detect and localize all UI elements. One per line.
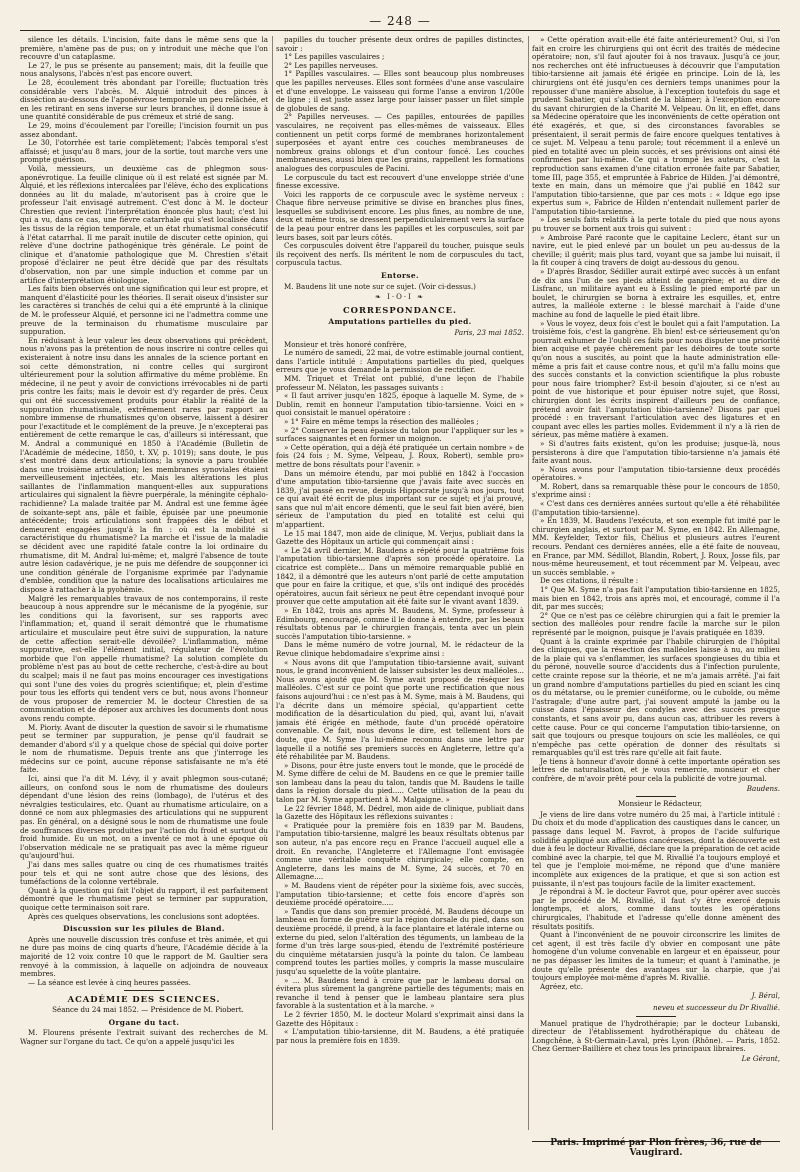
- paragraph: « Nous avons dit que l'amputation tibio-tarsienne avait, suivant nous, le grand inconvénient de laisser subsister les deux malléoles... Nous avons ajouté que M. Syme avait proposé de réséquer les malléoles. C'est sur ce point que porte une rectification que nous faisons aujourd'hui : ce n'est pas à M. Syme, mais à M. Baudens, qui l'a décrite dans un mémoire spécial, qu'appartient cette modification de la désarticulation du pied, qui, avant lui, n'avait jamais été érigée en méthode, faute d'un procédé opératoire convenable. Ce fait, nous devons le dire, est tellement hors de doute, que M. Syme l'a lui-même reconnu dans une lettre par laquelle il a notifié ses premiers succès en Angleterre, lettre qu'a été réhabilitée par M. Baudens.: [276, 657, 524, 762]
- paragraph: » Cette opération avait-elle été faite antérieurement? Oui, si l'on fait en croire les chirurgiens qui ont écrit des traités de médecine opératoire; non, s'il faut ajouter foi à nos travaux. Jusqu'à ce jour, nos recherches ont été infructueuses à découvrir que l'amputation tibio-tarsienne ait jamais été érigée en principe. Loin de là, les chirurgiens ont été jusqu'en ces derniers temps unanimes pour la repousser d'une manière absolue, à l'exception toutefois du sage et prudent Sabatier, qui s'abstient de la blâmer; à l'exception encore du savant chirurgien de la Charité M. Velpeau. On lit, en effet, dans sa Médecine opératoire que les inconvénients de cette opération ont été exagérés, et que, si des circonstances favorables se présentaient, il serait permis de faire encore quelques tentatives à ce sujet. M. Velpeau a tenu parole; tout récemment il a enlevé un pied en totalité avec un plein succès, et ses prévisions ont ainsi été confirmées par lui-même. Ce qui a trompé les auteurs, c'est la reproduction sans examen d'une citation erronée faite par Sabatier, tome III, page 355, et empruntée à Fabrice de Hilden. J'ai démontré, texte en main, dans un mémoire que j'ai publié en 1842 sur l'amputation tibio-tarsienne, que par ces mots : « Idque ego ipse expertus sum », Fabrice de Hilden n'entendait nullement parler de l'amputation tibio-tarsienne.: [532, 36, 780, 216]
- section-subheading-amputations: Amputations partielles du pied.: [328, 317, 472, 327]
- letter-greeting: Monsieur le Rédacteur,: [618, 799, 702, 809]
- paragraph: » Disons, pour être juste envers tout le monde, que le procédé de M. Syme diffère de celui de M. Baudens en ce que le premier taille son lambeau dans la peau du talon, tandis que M. Baudens le taille dans la région dorsale du pied..... Cette utilisation de la peau du talon par M. Syme appartient à M. Malgaigne. »: [276, 760, 524, 805]
- paragraph: Le 2 février 1850, M. le docteur Molard s'exprimait ainsi dans la Gazette des Hôpitaux :: [276, 1009, 524, 1028]
- header-rule: [20, 30, 780, 31]
- paragraph: Dans le même numéro de votre journal, M. le rédacteur de la Revue clinique hebdomadaire s'exprime ainsi :: [276, 640, 524, 658]
- paragraph: J'ai dans mes salles quatre ou cinq de ces rhumatismes traités pour tels et qui ne sont autre chose que des lésions, des tuméfactions de la colonne vertébrale.: [20, 860, 268, 887]
- paragraph: 1° Papilles vasculaires. — Elles sont beaucoup plus nombreuses que les papilles nerveuses. Elles sont formées d'une anse vasculaire et d'une enveloppe. Le vaisseau qui forme l'anse a environ 1/200e de ligne ; il est juste assez large pour laisser passer un filet simple de globules de sang.: [276, 69, 524, 113]
- paragraph: M. Robert, dans sa remarquable thèse pour le concours de 1850, s'exprime ainsi :: [532, 481, 780, 500]
- paragraph: Le 15 mai 1847, mon aide de clinique, M. Verjus, publiait dans la Gazette des Hôpitaux un article qui commençait ainsi :: [276, 528, 524, 547]
- paragraph: M. Flourens présente l'extrait suivant des recherches de M. Wagner sur l'organe du tact. Ce qu'on a appelé jusqu'ici les: [20, 1028, 268, 1046]
- paragraph: Quant à la question qui fait l'objet du rapport, il est parfaitement démontré que le rhumatisme peut se terminer par suppuration, quoique cette terminaison soit rare.: [20, 885, 268, 912]
- paragraph: M. Baudens lit une note sur ce sujet. (Voir ci-dessus.): [284, 281, 476, 291]
- paragraph: » Les seuls faits relatifs à la perte totale du pied que nous ayons pu trouver se bornent aux trois qui suivent :: [532, 215, 780, 234]
- paragraph: Le 22 février 1848, M. Dédrel, mon aide de clinique, publiait dans la Gazette des Hôpitaux les réflexions suivantes :: [276, 803, 524, 822]
- section-heading-academy: ACADÉMIE DES SCIENCES.: [67, 994, 221, 1005]
- paragraph: » En 1842, trois ans après M. Baudens, M. Syme, professeur à Edimbourg, encouragé, comme il le donne à entendre, par les beaux résultats obtenus par le chirurgien français, tenta avec un plein succès l'amputation tibio-tarsienne. »: [276, 606, 524, 641]
- section-heading-bland: Discussion sur les pilules de Bland.: [63, 924, 225, 934]
- paragraph: Le 27, le pus se présente au pansement; mais, dit la feuille que nous analysons, l'abcès n'est pas encore ouvert.: [20, 60, 268, 79]
- ornament-divider: ❧ I·O·I ❧: [375, 293, 425, 302]
- paragraph: 1° Les papilles vasculaires ;: [284, 52, 385, 62]
- paragraph: « L'amputation tibio-tarsienne, dit M. Baudens, a été pratiquée par nous la première fois en 1839.: [276, 1027, 524, 1045]
- paragraph: » ... M. Baudens tend à croire que par le lambeau dorsal on évitera plus sûrement la gangrène partielle des téguments; mais en revanche il tend à penser que le lambeau plantaire sera plus favorable à la sustentation et à la marche. »: [276, 975, 524, 1011]
- paragraph: M. Pioriy. Avant de discuter la question de savoir si le rhumatisme peut se terminer par suppuration, je pense qu'il faudrait se demander d'abord s'il y a quelque chose de spécial qui doive porter le nom de rhumatisme. Depuis trente ans que j'interroge les médecins sur ce point, aucune réponse satisfaisante ne m'a été faite.: [20, 722, 268, 775]
- paragraph: » Tandis que dans son premier procédé, M. Baudens découpe un lambeau en forme de guêtre sur la région dorsale du pied, dans son deuxième procédé, il prend, à la face plantaire et latérale interne ou externe du pied, selon l'altération des téguments, un lambeau de la forme d'un très large sous-pied, étendu de l'extrémité postérieure du cinquième métatarsien jusqu'à la pointe du talon. Ce lambeau comprend toutes les parties molles, y compris la masse musculaire jusqu'au squelette de la voûte plantaire.: [276, 906, 524, 976]
- footer-imprint: Paris. Imprimé par Plon frères, 36, rue de Vaugirard.: [550, 1138, 762, 1158]
- paragraph: Le 29, moins d'écoulement par l'oreille; l'incision fournit un pus assez abondant.: [20, 120, 268, 139]
- column-2: [276, 36, 524, 1132]
- paragraph: Je répondrai à M. le docteur Favrot que, pour opérer avec succès par le procédé de M. Rivallié, il faut s'y être exercé depuis longtemps, et alors, comme dans toutes les opérations chirurgicales, l'habitude et l'adresse qu'elle donne amènent des résultats positifs.: [532, 887, 780, 931]
- signature-baudens: Baudens.: [746, 783, 780, 793]
- section-heading-entorse: Entorse.: [381, 271, 419, 281]
- paragraph: « Il faut arriver jusqu'en 1825, époque à laquelle M. Syme, de » Dublin, remit en honneur l'amputation tibio-tarsienne. Voici en » quoi consistait le manuel opératoire :: [276, 391, 524, 418]
- paragraph: Les faits bien observés ont une signification qui leur est propre, et manquent d'élasticité pour les théories. Il serait oiseux d'insister sur les caractères si tranchés de celui qui a été emprunté à la clinique de M. le professeur Alquié, et personne ici ne l'admettra comme une preuve de la terminaison du rhumatisme musculaire par suppuration.: [20, 284, 268, 337]
- page-number: — 248 —: [369, 14, 431, 28]
- paragraph: Après ces quelques observations, les conclusions sont adoptées.: [28, 911, 260, 921]
- paragraph: Après une nouvelle discussion très confuse et très animée, et qui ne dure pas moins de cinq quarts d'heure, l'Académie décide à la majorité de 12 voix contre 10 que le rapport de M. Gaultier sera renvoyé à la commission, à laquelle on adjoindra de nouveaux membres.: [20, 934, 268, 979]
- column-divider-2: [528, 36, 529, 1130]
- gerant-line: Le Gérant,: [741, 1053, 780, 1063]
- section-heading-correspondance: CORRESPONDANCE.: [343, 304, 457, 315]
- paragraph: Le 30, l'otorrhée est tarie complètement; l'abcès temporal s'est affaissé; et jusqu'au 8 mars, jour de la sortie, tout marche vers une prompte guérison.: [20, 138, 268, 165]
- signature-beral: J. Béral,: [751, 991, 780, 1001]
- signature-note: neveu et successeur du Dr Rivallié.: [653, 1002, 780, 1012]
- book-notice: Manuel pratique de l'hydrothérapie; par le docteur Lubanski, directeur de l'établissement hydrothérapique du château de Longchêne, à St-Germain-Laval, près Lyon (Rhône). — Paris, 1852. Chez Germer-Baillière et chez tous les principaux libraires.: [532, 1018, 780, 1054]
- paragraph: Monsieur et très honoré confrère,: [284, 339, 407, 349]
- separator-rule: [636, 1016, 676, 1017]
- paragraph: Malgré les remarquables travaux de nos contemporains, il reste beaucoup à nous apprendre sur le mécanisme de la pyogénie, sur les conditions qui la favorisent, sur ses rapports avec l'inflammation; et, quand il serait démontré que le rhumatisme articulaire et musculaire peut être suivi de suppuration, la nature de cette affection serait-elle dévoilée? L'inflammation, même suppurative, est-elle l'élément initial, régulateur de l'évolution morbide que l'on appelle rhumatisme? La solution complète du problème n'est pas au bout de cette recherche, c'est-à-dire au bout du scalpel; mais il ne faut pas moins encourager ces investigations qui sont l'une des voies du progrès scientifique; et, plein d'estime pour tous les efforts qui tendent vers ce but, nous avons l'honneur de vous proposer de remercier M. le docteur Chrestien de sa communication et de déposer aux archives les documents dont nous avons rendu compte.: [20, 593, 268, 723]
- dateline: Paris, 23 mai 1852.: [454, 328, 524, 337]
- paragraph: » Nous avons pour l'amputation tibio-tarsienne deux procédés opératoires. »: [532, 464, 780, 483]
- paragraph: » Vous le voyez, deux fois c'est le boulet qui a fait l'amputation. La troisième fois, c'est la gangrène. Eh bien! est-ce sérieusement qu'on pourrait exhumer de l'oubli ces faits pour nous disputer une priorité bien acquise et payée chèrement par les déboires de toute sorte qu'on nous a suscités, au point que la haute administration elle-même a pris fait et cause contre nous, et qu'il m'a fallu moins que des succès constants et la conviction scientifique la plus robuste pour nous faire triompher? Est-il besoin d'ajouter, si ce n'est au point de vue historique et pour épuiser notre sujet, que Rossi, chirurgien dont les écrits inspirent d'ailleurs peu de confiance, prétend avoir fait l'amputation tibio-tarsienne? Disons par quel procédé : en traversant l'articulation avec des ligatures et en coupant avec elles les parties molles. Evidemment il n'y a là rien de sérieux, pas même matière à examen.: [532, 318, 780, 440]
- paragraph: » D'après Brasdor, Sédiller aurait extirpé avec succès à un enfant de dix ans l'un de ses pieds atteint de gangrène; et au dire de Lisfranc, un militaire ayant eu à Essling le pied emporté par un boulet, le chirurgien se borna à extraire les esquilles, et, entre autres, la malléole externe : le blessé marchait à l'aide d'une machine au fond de laquelle le pied était libre.: [532, 267, 780, 319]
- paragraph: Agréez, etc.: [540, 981, 583, 991]
- paragraph: Quant à la crainte exprimée par l'habile chirurgien de l'hôpital des cliniques, que la résection des malléoles laisse à nu, au milieu de la plaie qui va s'enflammer, les surfaces spongieuses du tibia et du péroné, nouvelle source d'accidents dus à l'infection purulente, cette crainte repose sur la théorie, et ne m'a jamais arrêté. J'ai fait un grand nombre d'amputations partielles du pied en sciant les cinq os du métatarse, ou le premier cunéiforme, ou le cuboïde, ou même l'astragale; d'une autre part, j'ai souvent amputé la jambe ou la cuisse dans l'épaisseur des condyles avec des succès presque constants, et sans avoir pu, dans aucun cas, attribuer les revers à cette cause. Pour ce qui concerne l'amputation tibio-tarsienne, on sait que toujours ou presque toujours on scie les malléoles, ce qui n'empêche pas cette opération de donner des résultats si remarquables qu'il est très rare qu'elle ait fait faute.: [532, 636, 780, 758]
- paragraph: 2° Papilles nerveuses. — Ces papilles, entourées de papilles vasculaires, ne reçoivent pas elles-mêmes de vaisseaux. Elles contiennent un petit corps formé de membranes horizontalement superposées et ayant entre ces couches membraneuses de nombreux grains oblongs et d'un contour foncé. Les couches membraneuses, aussi bien que les grains, rappellent les formations analogues des corpuscules de Pacini.: [276, 112, 524, 173]
- paragraph: De ces citations, il résulte :: [540, 576, 639, 586]
- paragraph: Le numéro de samedi, 22 mai, de votre estimable journal contient, dans l'article intitulé : Amputations partielles du pied, quelques erreurs que je vous demande la permission de rectifier.: [276, 348, 524, 375]
- paragraph: — La séance est levée à cinq heures passées.: [28, 977, 191, 987]
- paragraph: » 2° Conserver la peau épaisse du talon pour l'appliquer sur les » surfaces saignantes et en former un moignon.: [276, 425, 524, 444]
- paragraph: « C'est dans ces dernières années surtout qu'elle a été réhabilitée (l'amputation tibio-tarsienne).: [532, 499, 780, 517]
- session-line: Séance du 24 mai 1852. — Présidence de M. Piobert.: [52, 1004, 244, 1014]
- separator-rule: [124, 990, 164, 991]
- paragraph: Dans un mémoire étendu, par moi publié en 1842 à l'occasion d'une amputation tibio-tarsienne que j'avais faite avec succès en 1839, j'ai passé en revue, depuis Hippocrate jusqu'à nos jours, tout ce qui avait été écrit de plus important sur ce sujet; et j'ai prouvé, sans que nul m'ait encore démenti, que le seul fait bien avéré, bien sérieux de l'amputation du pied en totalité est celui qui m'appartient.: [276, 468, 524, 530]
- paragraph: Quant à l'inconvénient de ne pouvoir circonscrire les limites de cet agent, il est très facile d'y obvier en composant une pâte homogène d'un volume convenable en largeur et en épaisseur, pour ne pas dépasser les limites de la tumeur; et quant à l'aminathe, je doute qu'elle présente des avantages sur la charpie, que j'ai toujours employée moi-même d'après M. Rivallié.: [532, 930, 780, 983]
- paragraph: Le corpuscule du tact est recouvert d'une enveloppe striée d'une finesse excessive.: [276, 172, 524, 191]
- paragraph: silence les détails. L'incision, faite dans le même sens que la première, n'amène pas de pus; on y introduit une mèche que l'on recouvre d'un cataplasme.: [20, 36, 268, 62]
- paragraph: MM. Triquet et Trélat ont publié, d'une leçon de l'habile professeur M. Nélaton, les passages suivants :: [276, 373, 524, 392]
- paragraph: Le 28, écoulement très abondant par l'oreille; fluctuation très considérable vers l'abcès. M. Alquié introduit des pinces à disséction au-dessous de l'aponévrose temporale un peu relâchée, et en les retirant en sens inverse sur leurs branches, il donne issue à une quantité considérable de pus crémeux et strié de sang.: [20, 77, 268, 122]
- paragraph: » Si d'autres faits existent, qu'on les produise; jusque-là, nous persisterons à dire que l'amputation tibio-tarsienne n'a jamais été faite avant nous.: [532, 438, 780, 466]
- paragraph: « Pratiquée pour la première fois en 1839 par M. Baudens, l'amputation tibio-tarsienne, malgré les beaux résultats obtenus par son auteur, n'a pas encore reçu en France l'accueil auquel elle a droit. En revanche, l'Angleterre et l'Allemagne l'ont envisagée comme une véritable conquête chirurgicale; elle compte, en Angleterre, dans les mains de M. Syme, 24 succès, et 70 en Allemagne....: [276, 820, 524, 882]
- paragraph: Je tiens à honneur d'avoir donné à cette importante opération ses lettres de naturalisation, et je vous remercie, monsieur et cher confrère, de m'avoir prêté pour cela la publicité de votre journal.: [532, 756, 780, 784]
- paragraph: 2° Que ce n'est pas ce célèbre chirurgien qui a fait le premier la section des malléoles pour rendre facile la marche sur le pilon représenté par le moignon, puisque je l'avais pratiquée en 1839.: [532, 610, 780, 637]
- paragraph: » Ambroise Paré raconte que le capitaine Leclerc, étant sur un navire, eut le pied enlevé par un boulet un peu au-dessus de la cheville; il guérit; mais plus tard, voyant que sa jambe lui nuisait, il la fit couper à cinq travers de doigt au-dessous du genou.: [532, 232, 780, 268]
- column-divider-1: [272, 36, 273, 1130]
- paragraph: papilles du toucher présente deux ordres de papilles distinctes, savoir :: [276, 36, 524, 53]
- paragraph: 1° Que M. Syme n'a pas fait l'amputation tibio-tarsienne en 1825, mais bien en 1842, trois ans après moi, et encouragé, comme il l'a dit, par mes succès;: [532, 585, 780, 612]
- paragraph: Voici les rapports de ce corpuscule avec le système nerveux : Chaque fibre nerveuse primitive se divise en branches plus fines, lesquelles se subdivisent encore. Les plus fines, au nombre de une, deux et même trois, se dressent perpendiculairement vers la surface de la peau pour entrer dans les papilles et les corpuscules, soit par leurs bases, soit par leurs côtés.: [276, 189, 524, 242]
- paragraph: Voilà, messieurs, un deuxième cas de phlegmon sous-aponévrotique. La feuille clinique où il est relaté est signée par M. Alquié, et les réflexions intercalées par l'élève, écho des explications données au lit du malade, m'autorisent pas à croire que le professeur l'ait envisagé autrement. C'est donc à M. le docteur Chrestien que revient l'interprétation énoncée plus haut; c'est lui qui a vu, dans ce cas, une fièvre catarrhale qui s'est localisée dans les tissus de la région temporale, et un état rhumatismal consécutif à l'état catarrhal. Il me paraît inutile de discuter cette opinion, qui relève d'une doctrine pathogénique très générale. Le point de clinique et d'anatomie pathologique que M. Chrestien s'était proposé d'éclairer ne peut être décidé que par des résultats d'observation, non par une simple induction et comme par un artifice d'interprétation étiologique.: [20, 163, 268, 285]
- paragraph: Je viens de lire dans votre numéro du 25 mai, à l'article intitulé : Du choix et du mode d'application des caustiques dans le cancer, un passage dans lequel M. Favrot, à propos de l'acide sulfurique solidifié appliqué aux affections cancéreuses, dont la découverte est due à feu le docteur Rivallié, déclare que la préparation de cet acide combiné avec la charpie, tel que M. Rivallié l'a toujours employé et tel que je l'emploie moi-même, ne répond que d'une manière incomplète aux exigences de la pratique, et que si son action est puissante, il n'est pas toujours facile de la limiter exactement.: [532, 809, 780, 888]
- section-heading-organ: Organe du tact.: [108, 1017, 180, 1027]
- paragraph: Ici, ainsi que l'a dit M. Lévy, il y avait phlegmon sous-cutané; ailleurs, on confond sous le nom de rhumatisme des douleurs dépendant d'une lésion des reins (lombago), de l'utérus et des névralgies testiculaires, etc. Quant au rhumatisme articulaire, on a donné ce nom aux phlegmasies des articulations qui ne suppurent pas. En général, on a désigné sous le nom de rhumatisme une foule de souffrances diverses produites par l'action du froid et surtout du froid humide. Eu un mot, on a inventé ce mot à une époque où l'observation médicale ne se pratiquait pas avec la même rigueur qu'aujourd'hui.: [20, 774, 268, 861]
- separator-rule: [636, 796, 676, 797]
- paragraph: » 1° Faire en même temps la résection des malléoles ;: [284, 416, 479, 426]
- paragraph: » Cette opération, qui a déjà été pratiquée un certain nombre » de fois (24 fois ; M. Syme, Velpeau, J. Roux, Robert), semble pro» mettre de bons résultats pour l'avenir. »: [276, 442, 524, 469]
- paragraph: » M. Baudens vient de répéter pour la sixième fois, avec succès, l'amputation tibio-tarsienne; et cette fois encore d'après son deuxième procédé opératoire.....: [276, 881, 524, 908]
- column-3: [532, 36, 780, 1132]
- column-1: [20, 36, 268, 1132]
- paragraph: » En 1839, M. Baudens l'exécuta, et son exemple fut imité par le chirurgien anglais, et surtout par M. Syme, en 1842. En Allemagne, MM. Keyfelder, Textor fils, Chélius et plusieurs autres l'eurent recours. Pendant ces dernières années, elle a été faite de nouveau, en France, par MM. Sédillot, Blandin, Robert, J. Roux, Josse fils, par nous-même heureusement, et tout récemment par M. Velpeau, avec un succès semblable. »: [532, 516, 780, 577]
- paragraph: En réduisant à leur valeur les deux observations qui précèdent, nous n'avons pas la prétention de nous inscrire ni contre celles qui existeraient à notre insu dans les annales de la science portant en soi cette démonstration, ni contre celles qui surgiront ultérieurement pour la solution affirmative du même problème. En médecine, il ne peut y avoir de convictions irrévocables ni de parti pris contre les faits; mais le devoir est d'y regarder de près. Ceux qui ont été successivement produits pour établir la réalité de la suppuration rhumatismale, extrêmement rares par rapport au nombre immense de rhumatismes qu'on observe, laissent à désirer pour l'exactitude et le complément de la preuve. Je n'excepterai pas entièrement de cette remarque le cas, d'ailleurs si intéressant, que M. Andral a communiqué en 1850 à l'Académie (Bulletin de l'Académie de médecine, 1850, t. XV, p. 1019); sans doute, le pus s'est montré dans deux articulations; la synovie a paru troublée dans une troisième articulation; les membranes synoviales étaient merveilleusement injectées, etc. Mais les altérations les plus saillantes de l'inflammation manquent-elles aux suppurations articulaires qui signalent la fièvre puerpérale, la méningite céphalo-rachidienne? La malade traitée par M. Andral est une femme âgée de soixante-sept ans, pâle et faible, épuisée par une pneumonie antécédente; trois articulations sont frappées dès le début et demeurent engagées jusqu'à la fin : où est la mobilité si caractéristique du rhumatisme? La marche et l'issue de la maladie se décident avec une rapidité fatale contre la loi ordinaire du rhumatisme, dit M. Andral lui-même; et, malgré l'absence de toute autre lésion cadavérique, je ne puis me défendre de soupçonner ici une condition générale de l'organisme exprimée par l'adynamie d'emblée, condition que la nature des localisations articulaires me dispose à rattacher à la pyohémie.: [20, 335, 268, 594]
- paragraph: Ces corpuscules doivent être l'appareil du toucher, puisque seuls ils reçoivent des nerfs. Ils méritent le nom de corpuscules du tact, corpuscula tactus.: [276, 241, 524, 268]
- paragraph: « Le 24 avril dernier, M. Baudens a répété pour la quatrième fois l'amputation tibio-tarsienne d'après son procédé opératoire. La cicatrice est complète... Dans un mémoire remarquable publié en 1842, il a démontré que les auteurs n'ont parlé de cette amputation que pour en faire la critique, et que, s'ils ont indiqué des procédés opératoires, aucun fait sérieux ne peut être cependant invoqué pour prouver que cette amputation ait été faite sur le vivant avant 1839.: [276, 545, 524, 607]
- paragraph: 2° Les papilles nerveuses.: [284, 60, 378, 70]
